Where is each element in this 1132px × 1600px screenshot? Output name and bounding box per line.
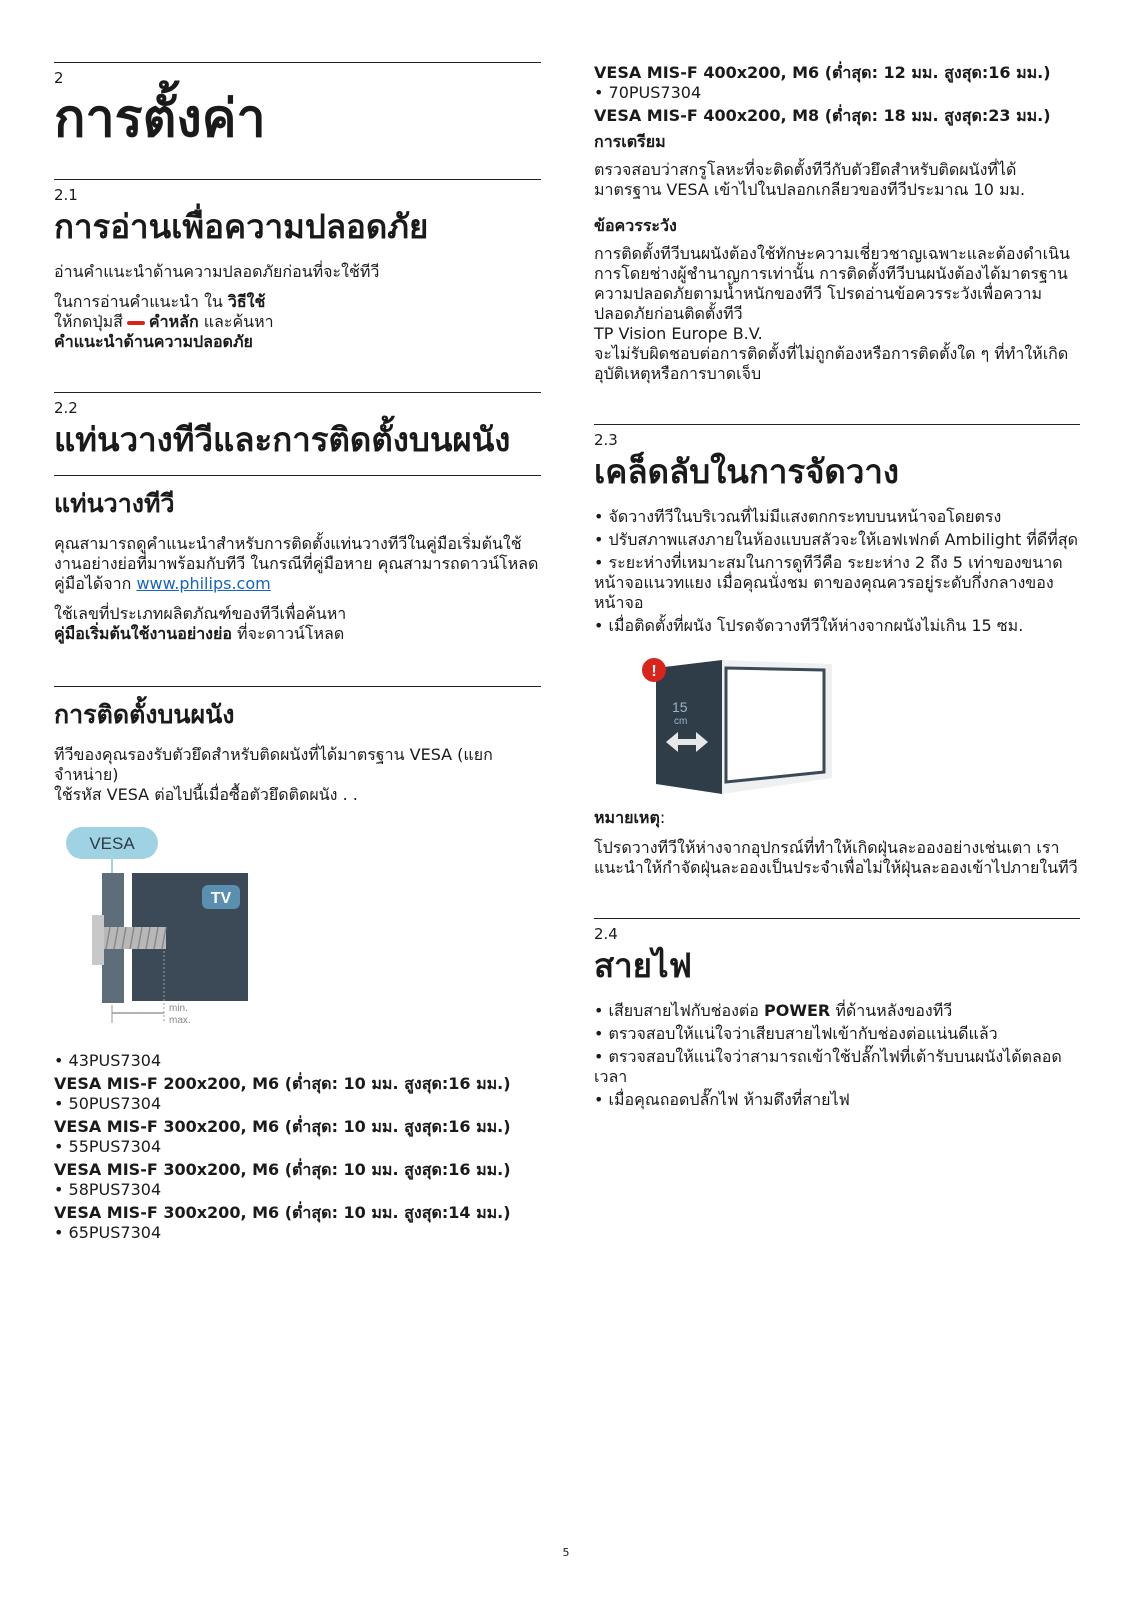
placement-tip: • จัดวางทีวีในบริเวณที่ไม่มีแสงตกกระทบบนหน้าจอโดยตรง — [594, 507, 1002, 526]
section-title: สายไฟ — [594, 946, 692, 985]
caution-text: การติดตั้งทีวีบนผนังต้องใช้ทักษะความเชี่ยวชาญเฉพาะและต้องดำเนินการโดยช่างผู้ชำนาญการเท่านั้น การติดตั้งทีวีบนผนังต้องได้มาตรฐานความปลอดภัยตามน้ำหนักของทีวี โปรดอ่านข้อควรระวังเพื่อความปลอดภัยก่อนติดตั้งทีวี — [594, 244, 1070, 323]
model-name: • 55PUS7304 — [54, 1137, 162, 1156]
stand-text-2: ใช้เลขที่ประเภทผลิตภัณฑ์ของทีวีเพื่อค้นหา — [54, 604, 347, 623]
section-title: เคล็ดลับในการจัดวาง — [594, 452, 900, 491]
subsection-rule — [54, 475, 541, 476]
quick-guide-label: คู่มือเริ่มต้นใช้งานอย่างย่อ — [54, 624, 232, 643]
section-number: 2.2 — [54, 399, 78, 417]
text: ที่ด้านหลังของทีวี — [830, 1001, 953, 1020]
wall-text: ทีวีของคุณรองรับตัวยึดสำหรับติดผนังที่ได้มาตรฐาน VESA (แยกจำหน่าย) — [54, 745, 493, 784]
section-rule — [594, 918, 1080, 919]
section-number: 2.1 — [54, 186, 78, 204]
stand-text — [54, 534, 541, 594]
red-key-icon — [127, 321, 145, 325]
section-rule — [54, 392, 541, 393]
section-number: 2.3 — [594, 431, 618, 449]
stand-text-3 — [54, 624, 541, 644]
model-name: • 43PUS7304 — [54, 1051, 162, 1070]
subsection-title: แท่นวางทีวี — [54, 489, 175, 518]
vesa-mount-figure — [66, 827, 266, 1027]
model-name: • 58PUS7304 — [54, 1180, 162, 1199]
preparation-title: การเตรียม — [594, 132, 666, 151]
subsection-rule — [54, 686, 541, 687]
note-heading — [594, 808, 1080, 828]
wall — [656, 660, 722, 794]
min-label: min. — [169, 1003, 188, 1014]
text: ในการอ่านคำแนะนำ ใน — [54, 292, 228, 311]
max-label: max. — [169, 1015, 191, 1026]
vesa-spec: VESA MIS-F 400x200, M8 (ต่ำสุด: 18 มม. สูงสุด:23 มม.) — [594, 106, 1051, 125]
placement-tip: • ระยะห่างที่เหมาะสมในการดูทีวีคือ ระยะห่าง 2 ถึง 5 เท่าของขนาดหน้าจอแนวทแยง เมื่อคุณนั่งชม ตาของคุณควรอยู่ระดับกึ่งกลางของหน้าจอ — [594, 553, 1063, 612]
text: ที่จะดาวน์โหลด — [231, 624, 345, 643]
distance-value: 15 — [672, 699, 688, 715]
chapter-rule — [54, 62, 541, 63]
page-number: 5 — [562, 1546, 570, 1559]
power-tip: • เมื่อคุณถอดปลั๊กไฟ ห้ามดึงที่สายไฟ — [594, 1090, 850, 1109]
vesa-spec: VESA MIS-F 200x200, M6 (ต่ำสุด: 10 มม. สูงสุด:16 มม.) — [54, 1074, 511, 1093]
section-rule — [54, 179, 541, 180]
vesa-model-entry — [54, 1094, 541, 1137]
safety-instruction — [54, 292, 541, 312]
model-name: • 50PUS7304 — [54, 1094, 162, 1113]
right-column — [594, 62, 1080, 1113]
vesa-model-entry — [54, 1180, 541, 1223]
vesa-badge-label: VESA — [89, 834, 135, 853]
vesa-model-entry — [54, 1137, 541, 1180]
caution-text-2: จะไม่รับผิดชอบต่อการติดตั้งที่ไม่ถูกต้องหรือการติดตั้งใด ๆ ที่ทำให้เกิดอุบัติเหตุหรือการบาดเจ็บ — [594, 344, 1069, 383]
tv-badge-label: TV — [210, 890, 232, 907]
chapter-number: 2 — [54, 69, 64, 87]
caution-company: TP Vision Europe B.V. — [594, 324, 763, 343]
tv-screen — [726, 668, 824, 782]
philips-link[interactable]: www.philips.com — [136, 574, 271, 593]
model-name: • 65PUS7304 — [54, 1223, 162, 1242]
screw-head — [92, 915, 104, 965]
placement-tip: • เมื่อติดตั้งที่ผนัง โปรดจัดวางทีวีให้ห่างจากผนังไม่เกิน 15 ซม. — [594, 616, 1024, 635]
help-keyword: วิธีใช้ — [227, 292, 266, 311]
distance-unit: cm — [674, 716, 688, 727]
vesa-model-list — [54, 1051, 541, 1243]
left-column — [54, 62, 541, 1245]
power-tip — [594, 1001, 1080, 1021]
safety-topic: คำแนะนำด้านความปลอดภัย — [54, 332, 253, 351]
text: ให้กดปุ่มสี — [54, 312, 123, 331]
text: และค้นหา — [198, 312, 274, 331]
model-name: • 70PUS7304 — [594, 83, 702, 102]
section-rule — [594, 424, 1080, 425]
note-text: โปรดวางทีวีให้ห่างจากอุปกรณ์ที่ทำให้เกิดฝุ่นละอองอย่างเช่นเตา เราแนะนำให้กำจัดฝุ่นละอองเป็นประจำเพื่อไม่ให้ฝุ่นละอองเข้าไปภายในทีวี — [594, 838, 1078, 877]
vesa-spec: VESA MIS-F 400x200, M6 (ต่ำสุด: 12 มม. สูงสุด:16 มม.) — [594, 63, 1051, 82]
vesa-model-entry — [54, 1051, 541, 1094]
caution-title: ข้อควรระวัง — [594, 216, 677, 235]
safety-intro: อ่านคำแนะนำด้านความปลอดภัยก่อนที่จะใช้ทีวี — [54, 262, 380, 281]
text: • เสียบสายไฟกับช่องต่อ — [594, 1001, 764, 1020]
subsection-title: การติดตั้งบนผนัง — [54, 700, 235, 729]
section-title: การอ่านเพื่อความปลอดภัย — [54, 207, 429, 246]
vesa-spec: VESA MIS-F 300x200, M6 (ต่ำสุด: 10 มม. สูงสุด:16 มม.) — [54, 1117, 511, 1136]
section-title: แท่นวางทีวีและการติดตั้งบนผนัง — [54, 420, 511, 459]
power-tip: • ตรวจสอบให้แน่ใจว่าสามารถเข้าใช้ปลั๊กไฟที่เต้ารับบนผนังได้ตลอดเวลา — [594, 1047, 1062, 1086]
vesa-spec: VESA MIS-F 300x200, M6 (ต่ำสุด: 10 มม. สูงสุด:16 มม.) — [54, 1160, 511, 1179]
placement-tip: • ปรับสภาพแสงภายในห้องแบบสลัวจะให้เอฟเฟกต์ Ambilight ที่ดีที่สุด — [594, 530, 1078, 549]
text: คุณสามารถดูคำแนะนำสำหรับการติดตั้งแท่นวางทีวีในคู่มือเริ่มต้นใช้งานอย่างย่อที่มาพร้อมกับทีวี ในกรณีที่คู่มือหาย คุณสามารถดาวน์โหลดคู่มือได้จาก — [54, 534, 539, 593]
wall-distance-figure — [632, 654, 832, 794]
preparation-text: ตรวจสอบว่าสกรูโลหะที่จะติดตั้งทีวีกับตัวยึดสำหรับติดผนังที่ได้มาตรฐาน VESA เข้าไปในปลอกเกลียวของทีวีประมาณ 10 มม. — [594, 160, 1026, 199]
wall-text-2: ใช้รหัส VESA ต่อไปนี้เมื่อซื้อตัวยึดติดผนัง . . — [54, 785, 358, 804]
note-title: หมายเหตุ — [594, 808, 660, 827]
power-tip: • ตรวจสอบให้แน่ใจว่าเสียบสายไฟเข้ากับช่องต่อแน่นดีแล้ว — [594, 1024, 998, 1043]
keyword-label: คำหลัก — [148, 312, 199, 331]
power-label: POWER — [764, 1001, 831, 1020]
warning-icon-glyph: ! — [651, 663, 657, 680]
chapter-title: การตั้งค่า — [54, 89, 266, 149]
section-number: 2.4 — [594, 925, 618, 943]
vesa-spec: VESA MIS-F 300x200, M6 (ต่ำสุด: 10 มม. สูงสุด:14 มม.) — [54, 1203, 511, 1222]
note-colon: : — [659, 808, 666, 827]
safety-instruction-2 — [54, 312, 541, 332]
